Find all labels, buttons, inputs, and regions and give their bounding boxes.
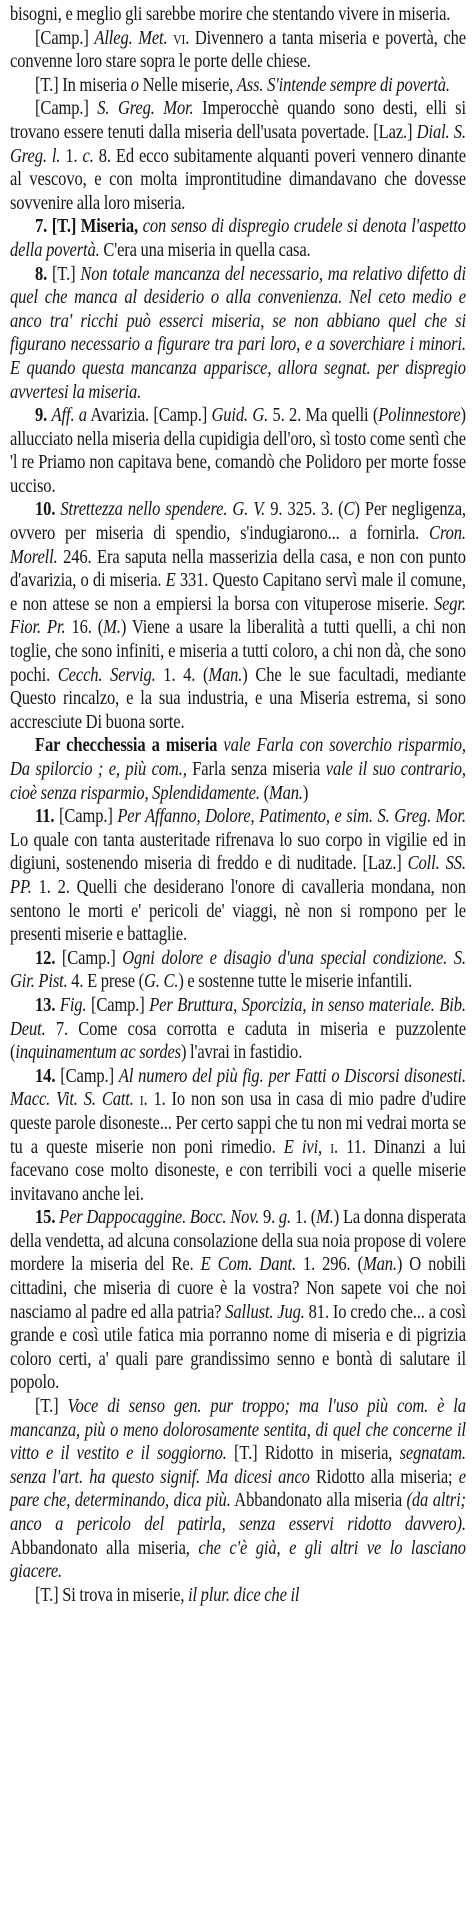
italic-text: inquinamentum ac sordes	[15, 1041, 181, 1064]
entry-paragraph	[10, 74, 466, 98]
text-run: C'era una miseria in quella casa.	[99, 238, 311, 261]
text-run: [T.] In miseria	[35, 73, 131, 96]
text-run: [Camp.]	[59, 805, 118, 828]
italic-text: e pare che, determinando, dica più.	[10, 1465, 466, 1512]
italic-text: Strettezza nello spendere. G. V.	[60, 498, 266, 521]
italic-text: E Com. Dant.	[200, 1253, 296, 1276]
text-run: ) Per negligenza, ovvero per miseria di spendio, s'indugiarono... a fornirla.	[10, 498, 466, 545]
entry-paragraph	[10, 994, 466, 1065]
italic-text: Nel ceto medio e anco tra' ricchi può esserci miseria, se non abbiano quel che si figurano necessario a figurare tra pari loro, e a soverchiare i minori.	[10, 286, 466, 356]
italic-text: G. C.	[144, 970, 179, 993]
italic-text: Al numero del più fig. per Fatti o Discorsi disonesti. Macc. Vit. S. Catt.	[10, 1064, 466, 1111]
entry-paragraph	[10, 734, 466, 805]
italic-text: Man.	[362, 1253, 397, 1276]
text-run: Divennero a tanta miseria e povertà, che convenne loro stare sopra le porte delle chiese.	[10, 26, 466, 73]
text-run: ) e sostenne tutte le miserie infantili.	[178, 970, 413, 993]
italic-text: (da altri; anco a pericolo del patirla, senza esservi ridotto davvero).	[10, 1489, 466, 1535]
text-run: 11. Dinanzi a lui facevano cose molto disoneste, e con terribili voci a quelle miserie invitavano anche lei.	[10, 1135, 466, 1205]
text-run: Avarizia. [Camp.]	[86, 404, 212, 427]
text-run: )	[302, 781, 309, 804]
text-run: i.	[139, 1088, 148, 1111]
text-run: [Camp.]	[60, 1064, 119, 1087]
text-run: [T.]	[35, 1395, 68, 1418]
sense-number: 12.	[35, 946, 62, 969]
text-run: [T.] Si trova in miserie,	[35, 1583, 189, 1606]
text-run: ) Viene a usare la liberalità a tutti quelli, a chi non toglie, che sono infiniti, e miseria a tutti coloro, a chi non dà, che sono pochi.	[10, 616, 466, 686]
italic-text: Voce di senso gen. pur troppo; ma l'uso più com. è la mancanza, più o meno dolorosamente sentita, di quel che concerne il vitto e il vestito e il soggiorno.	[10, 1395, 466, 1465]
italic-text: C	[343, 498, 355, 521]
entry-paragraph	[10, 805, 466, 947]
italic-text: Per Dappocaggine. Bocc. Nov.	[59, 1206, 260, 1229]
text-run: vi.	[173, 26, 190, 49]
text-run: 1.	[65, 144, 83, 167]
entry-paragraph	[10, 1206, 466, 1395]
text-run: bisogni, e meglio gli sarebbe morire che stentando vivere in miseria.	[10, 3, 451, 25]
entry-paragraph	[10, 97, 466, 215]
text-run: Abbandonato alla miseria	[230, 1489, 407, 1512]
italic-text: Fig.	[59, 993, 87, 1016]
italic-text: Ogni dolore e disagio d'una special condizione. S. Gir. Pist.	[10, 946, 466, 993]
italic-text: vale Farla con soverchio risparmio, Da spilorcio ; e, più com.,	[10, 734, 466, 780]
text-run: 331. Questo Capitano servì male il comune, e non attese se non a empiersi la borsa con vituperose miserie.	[10, 569, 466, 615]
text-run: ) Che le sue facultadi, mediante Questo rincalzo, e la sua industria, e una Miseria estrema, si sono accresciute Di buona sorte.	[10, 663, 466, 733]
text-run: [Camp.]	[61, 946, 123, 969]
italic-text: Per Bruttura, Sporcizia, in senso materiale. Bib. Deut.	[10, 993, 466, 1040]
text-run: ) allucciato nella miseria della cupidigia dell'oro, sì tosto come sentì che 'l re Priamo non capitava bene, comandò che Polidoro per morte fosse ucciso.	[10, 404, 466, 497]
italic-text: M.	[103, 616, 121, 639]
text-run: [Camp.]	[35, 26, 95, 49]
italic-text: segnatam. senza l'art. ha questo signif. Ma dicesi anco	[10, 1442, 466, 1488]
text-run: 81. Io credo che... a così grande e così utile fatica mia porranno nome di miseria e di pigrizia coloro certi, a' quali pare grandissimo senno e bontà di salutare il popolo.	[10, 1300, 466, 1394]
text-run: 1. 2. Quelli che desiderano l'onore di cavalleria mondana, non sentono le morti e' pericoli de' viaggi, nè non si rompono per le presenti miserie e battaglie.	[10, 875, 466, 946]
italic-text: E quando questa mancanza apparisce, allora segnat. per dispregio avvertesi la miseria.	[10, 356, 466, 403]
entry-paragraph	[10, 1584, 466, 1608]
italic-text: Cecch. Servig.	[57, 663, 156, 686]
text-run: 1. (	[291, 1206, 317, 1229]
sense-number: 10.	[35, 498, 61, 521]
entry-paragraph	[10, 498, 466, 734]
entry-paragraph	[10, 27, 466, 74]
continued-paragraph	[10, 3, 466, 27]
text-run: [T.]	[52, 262, 81, 285]
text-run: 1. 296. (	[295, 1253, 363, 1276]
text-run: 16. (	[65, 616, 104, 639]
entry-paragraph	[10, 1065, 466, 1207]
text-run: Lo quale con tanta austeritade rifrenava lo suo corpo in vigilie ed in digiuni, sostenendo miseria di freddo e di nuditade. [Laz.]	[10, 828, 466, 875]
sense-number: Far checchessia a miseria	[35, 734, 224, 757]
text-run: [T.] Ridotto in miseria,	[226, 1442, 400, 1465]
italic-text: Alleg. Met.	[94, 26, 174, 49]
italic-text: Cron. Morell.	[10, 522, 466, 568]
sense-number: 9.	[35, 404, 52, 427]
italic-text: Per Affanno, Dolore, Patimento, e sim. S. Greg. Mor.	[117, 805, 466, 828]
text-run: 9.	[259, 1206, 279, 1229]
text-run: ) O nobili cittadini, che miseria di cuore è la vostra? Non sapete voi che noi nasciamo al padre ed alla patria?	[10, 1253, 466, 1323]
italic-text: Polinnestore	[378, 404, 461, 427]
sense-number: 7. [T.] Miseria,	[35, 215, 143, 238]
italic-text: Aff. a	[51, 404, 87, 427]
italic-text: con senso di dispregio crudele si denota l'aspetto della povertà.	[10, 215, 466, 261]
entry-paragraph	[10, 215, 466, 262]
italic-text: Dial. S. Greg. l.	[10, 120, 466, 167]
italic-text: Non totale mancanza del necessario, ma relativo difetto di quel che manca al desiderio o alla convenienza.	[10, 262, 466, 309]
italic-text: o	[130, 73, 139, 96]
entry-paragraph	[10, 263, 466, 405]
text-run: ) l'avrai in fastidio.	[180, 1041, 303, 1064]
sense-number: 13.	[35, 993, 60, 1016]
italic-text: Coll. SS. PP.	[10, 852, 466, 898]
text-run: 1. 4. (	[155, 663, 209, 686]
text-run: Ridotto alla miseria;	[309, 1465, 459, 1488]
sense-number: 15.	[35, 1206, 60, 1229]
italic-text: vale il suo contrario, cioè senza risparmio, Splendidamente.	[10, 758, 466, 804]
italic-text: il plur. dice che il	[188, 1583, 300, 1606]
text-run: 5. 2. Ma quelli (	[268, 404, 379, 427]
text-run: 1. Io non son usa in casa di mio padre d'udire queste parole disoneste... Per certo sappi che tu non mi vedrai morta se tu a queste miserie non poni rimedio.	[10, 1088, 466, 1158]
italic-text: E ivi,	[283, 1135, 323, 1158]
entry-paragraph	[10, 404, 466, 498]
italic-text: Guid. G.	[211, 404, 269, 427]
sense-number: 14.	[35, 1064, 61, 1087]
text-run: 8. Ed ecco subitamente alquanti poveri vennero dinante al vescovo, e con molta improntitudine dimandavano che dovesse sovvenire alla loro miseria.	[10, 144, 466, 214]
text-run: [Camp.]	[35, 97, 98, 120]
italic-text: Segr. Fior. Pr.	[10, 592, 466, 639]
italic-text: che c'è già, e gli altri ve lo lasciano giacere.	[10, 1536, 466, 1583]
sense-number: 8.	[35, 262, 53, 285]
text-run: i.	[330, 1135, 338, 1158]
text-run: (	[259, 781, 269, 804]
italic-text: S. Greg. Mor.	[97, 97, 194, 120]
italic-text: M.	[316, 1206, 334, 1229]
italic-text: Man.	[208, 663, 243, 686]
entry-paragraph	[10, 947, 466, 994]
sense-number: 11.	[35, 805, 60, 828]
entry-paragraph	[10, 1395, 466, 1584]
text-run: [Camp.]	[86, 993, 150, 1016]
italic-text: Sallust. Jug.	[225, 1300, 305, 1323]
text-run: 4. E prese (	[67, 970, 145, 993]
text-run: 9. 325. 3. (	[265, 498, 344, 521]
text-run: ) La donna disperata della vendetta, ad alcuna consolazione della sua noia propose di volere mordere la miseria del Re.	[10, 1206, 466, 1276]
text-run: Abbandonato alla miseria,	[10, 1536, 199, 1559]
italic-text: Man.	[268, 781, 303, 804]
text-run: 7. Come cosa corrotta e caduta in miseria e puzzolente (	[10, 1017, 466, 1064]
italic-text: c.	[82, 144, 94, 167]
italic-text: Ass. S'intende sempre di povertà.	[236, 73, 450, 96]
text-run: Imperocchè quando sono desti, elli si trovano essere tenuti dalla miseria dell'usata povertade. [Laz.]	[10, 97, 466, 143]
italic-text: E	[165, 569, 176, 592]
text-run: 246. Era saputa nella masserizia della casa, e non con punto d'avarizia, o di miseria.	[10, 545, 466, 592]
text-run: Nelle miserie,	[138, 73, 237, 96]
italic-text: g.	[278, 1206, 292, 1229]
dictionary-entry-column	[10, 3, 466, 1607]
text-run: Farla senza miseria	[186, 758, 326, 780]
